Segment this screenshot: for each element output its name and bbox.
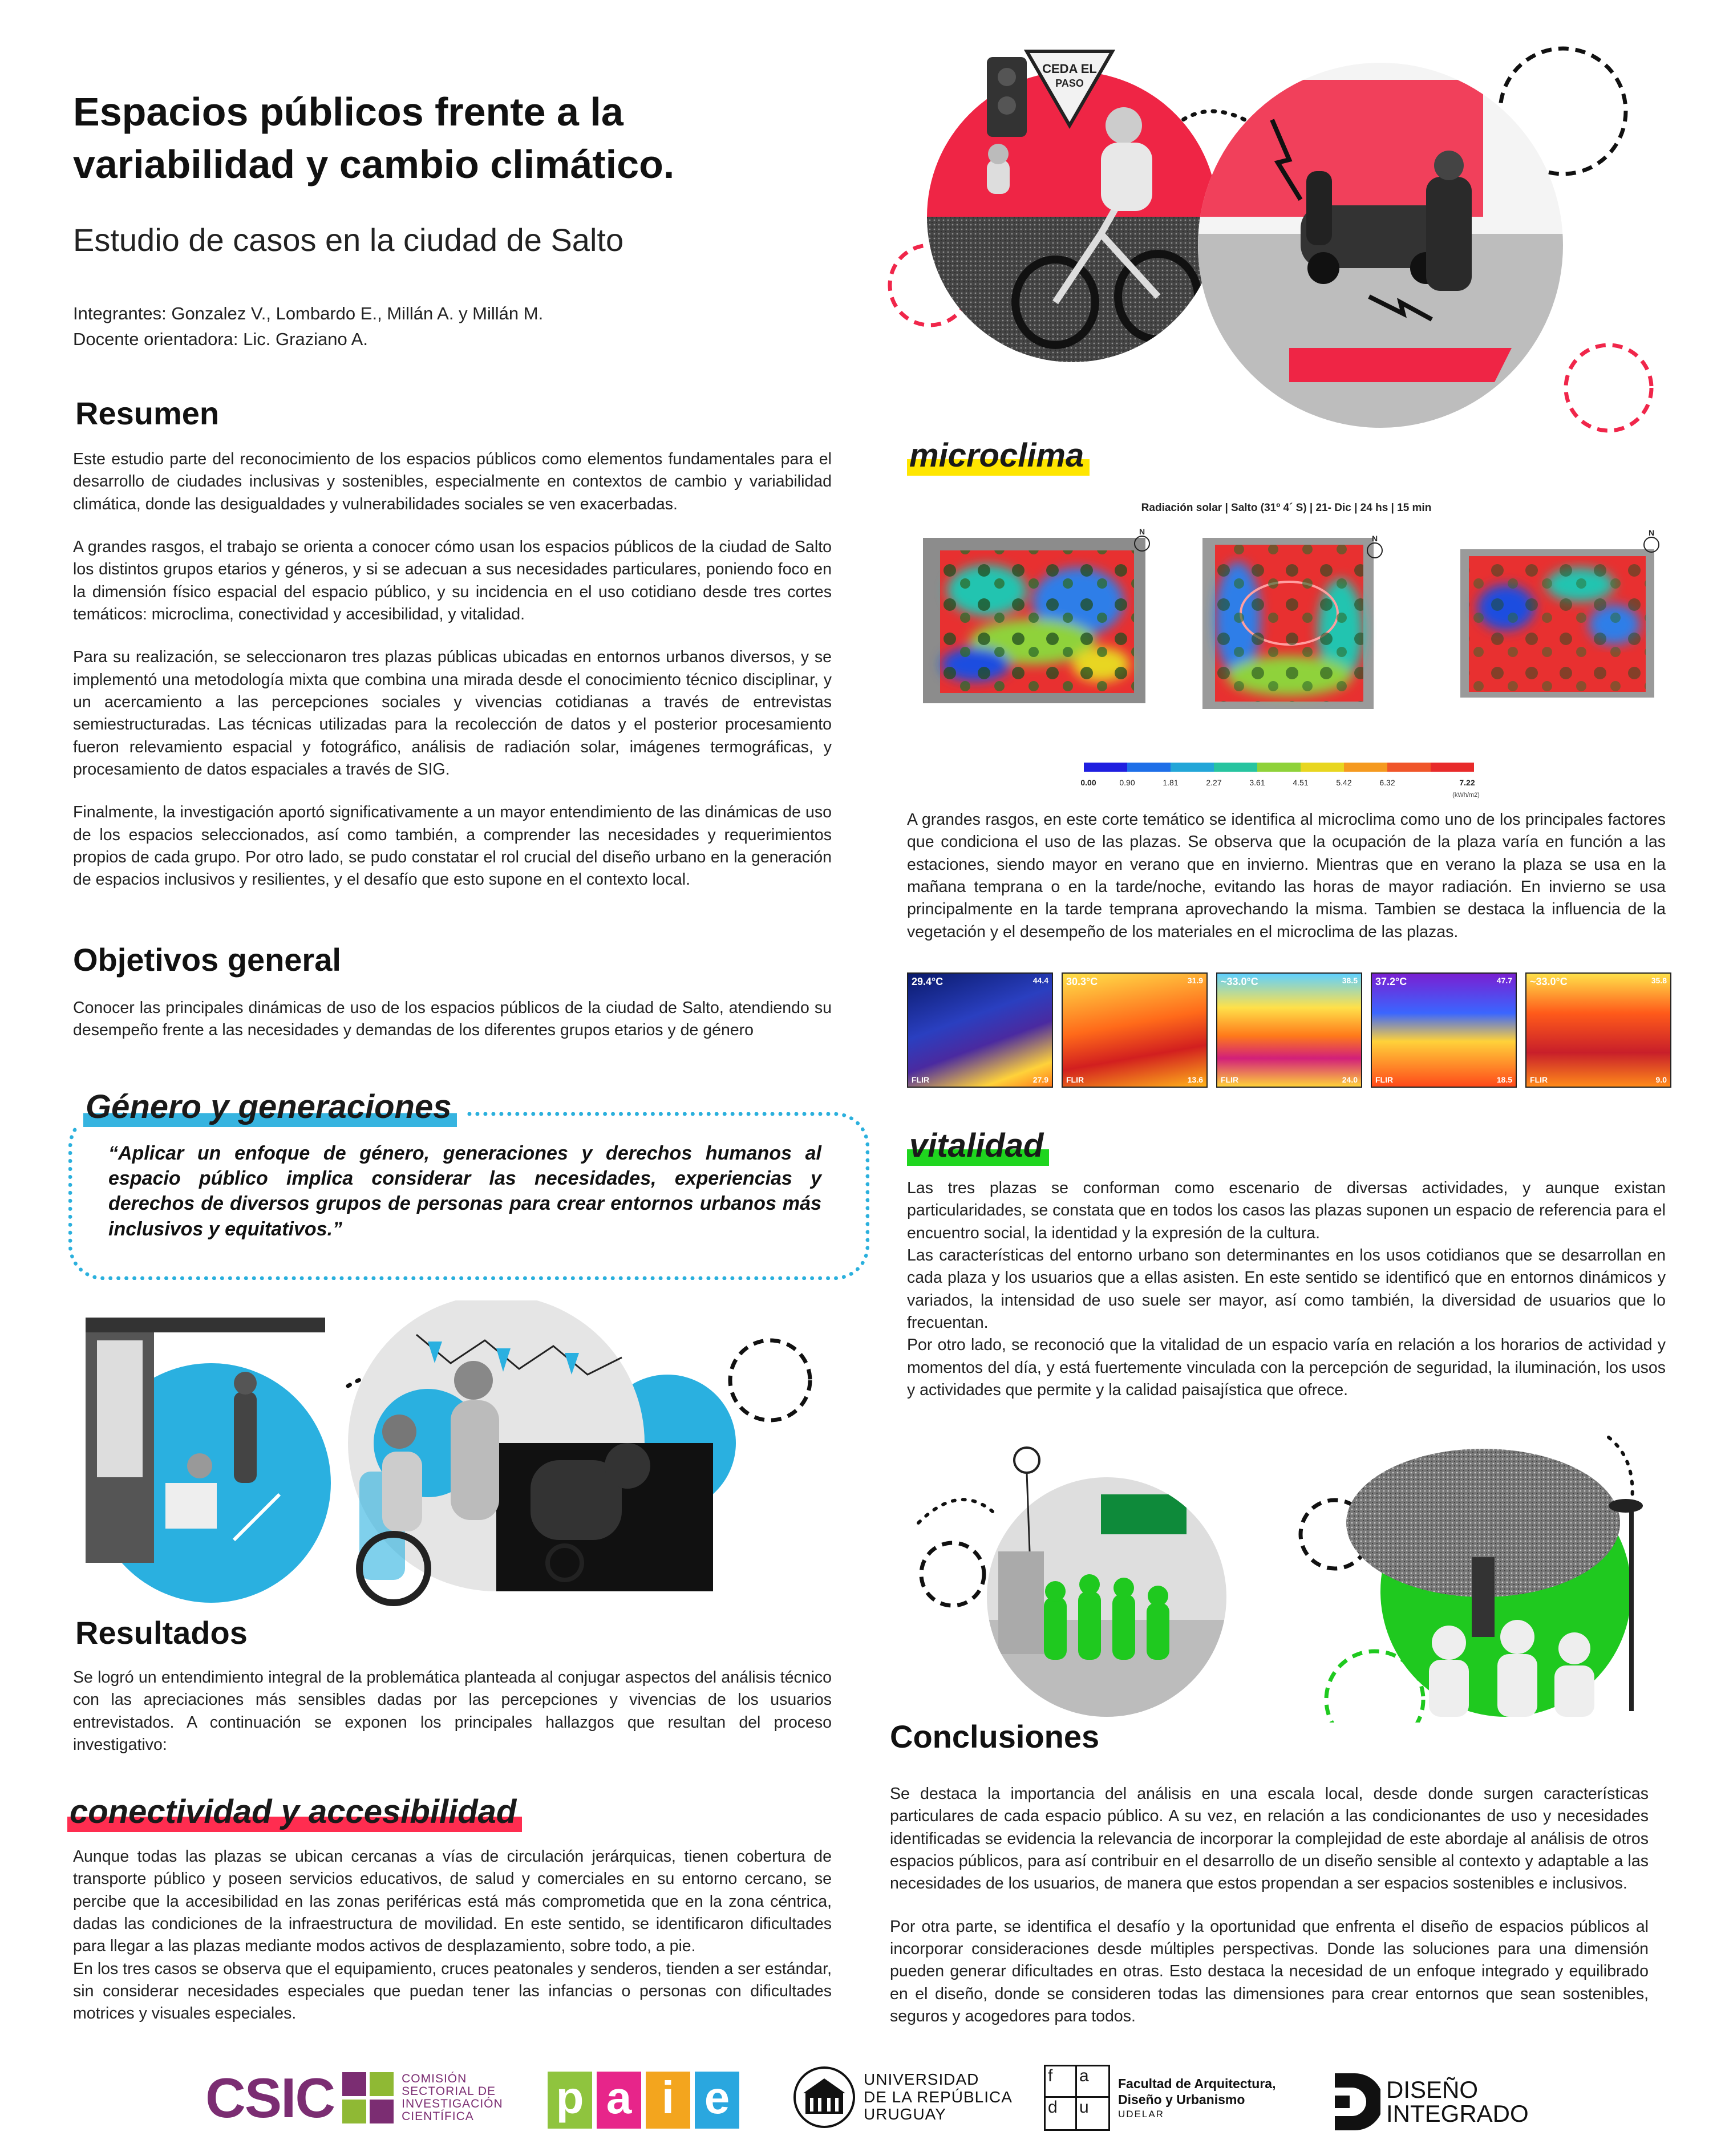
resumen-heading: Resumen [75,395,220,431]
radiation-legend [1080,763,1479,799]
flir-logo: FLIR [912,1075,930,1084]
flir-logo: FLIR [1530,1075,1548,1084]
resultados-text: Se logró un entendimiento integral de la problemática planteada al conjugar aspectos del análisis técnico con las apreciaciones más sensibles dadas por las percepciones y vivencias de los usuarios entrevistados. A continuación se exponen los principales hallazgos que resultan del proceso investigativo: [73,1668,832,1754]
udelar-line: URUGUAY [864,2105,946,2123]
genero-heading-wrap [75,1088,465,1127]
title-line-2: variabilidad y cambio climático. [73,142,675,187]
fadu-line: Facultad de Arquitectura, [1118,2076,1276,2091]
fadu-letter: a [1077,2066,1108,2098]
members: Integrantes: Gonzalez V., Lombardo E., Millán A. y Millán M. [73,303,544,323]
north-label-2: N [1371,534,1378,543]
legend-tick-label: 7.22 [1459,778,1475,787]
csic-line: COMISIÓN [402,2072,467,2085]
legend-swatch [1171,763,1214,772]
thermal-max-temp: 38.5 [1342,976,1358,985]
di-line: DISEÑO [1386,2076,1479,2103]
thermal-image [907,972,1053,1088]
thermal-image [1371,972,1517,1088]
legend-swatch [1127,763,1171,772]
fadu-line: Diseño y Urbanismo [1118,2092,1245,2108]
legend-swatch [1387,763,1431,772]
north-label-3: N [1648,528,1655,537]
logo-paie [548,2072,739,2129]
di-line: INTEGRADO [1386,2100,1529,2127]
paie-letter-p: p [548,2072,592,2129]
resumen-body [73,448,832,912]
objetivos-text: Conocer las principales dinámicas de uso de los espacios públicos de la ciudad de Salto, atendiendo su desempeño frente a las necesidades y demandas de los diferentes grupos etarios y de género [73,999,832,1040]
microclima-text: A grandes rasgos, en este corte temático se identifica al microclima como uno de los principales factores que condiciona el uso de las plazas. Se observa que la ocupación de la plaza varía en función a las estaciones, siendo mayor en verano que en invierno. Mientras que en verano la plaza se usa en la mañana temprana o en la tarde/noche, evitando las horas de mayor radiación. En invierno se usa principalmente en la tarde temprana aprovechando la misma. Tambien se destaca la influencia de la vegetación y el desempeño de los materiales en el microclima de las plazas. [907,810,1666,941]
vitalidad-heading: vitalidad [907,1129,1049,1166]
radiation-map-3 [1460,549,1654,698]
csic-wordmark: CSIC [205,2066,335,2129]
objetivos-heading: Objetivos general [73,942,341,978]
fadu-name [1118,2076,1275,2121]
microclima-heading-wrap [907,439,1090,476]
sign-text-2: PASO [1055,78,1084,89]
thermal-spot-temp: ~33.0°C [1221,976,1258,987]
legend-swatch [1431,763,1474,772]
conectividad-heading: conectividad y accesibilidad [67,1796,522,1832]
genero-heading: Género y generaciones [83,1091,457,1127]
thermal-image [1062,972,1208,1088]
legend-swatch [1257,763,1301,772]
thermal-strip [907,972,1671,1087]
radiation-maps [907,528,1671,801]
flir-logo: FLIR [1375,1075,1394,1084]
conclusiones-body [890,1783,1649,2028]
thermal-spot-temp: 29.4°C [912,976,944,987]
title-line-1: Espacios públicos frente a la [73,90,623,134]
logo-fadu [1044,2065,1275,2131]
legend-tick-label: 5.42 [1336,778,1352,787]
csic-line: CIENTÍFICA [402,2110,474,2123]
page-title [73,86,872,191]
fadu-letter: u [1079,2098,1089,2117]
thermal-spot-temp: 37.2°C [1375,976,1407,987]
logo-diseno-integrado [1329,2070,1529,2133]
thermal-image [1525,972,1671,1088]
vitalidad-body [907,1177,1666,1401]
thermal-min-temp: 9.0 [1655,1075,1667,1084]
bottom-collage [913,1426,1671,1723]
legend-tick-label: 4.51 [1293,778,1309,787]
conectividad-p1: Aunque todas las plazas se ubican cercanas a vías de circulación jerárquicas, tienen cobertura de transporte público y poseen servicios educativos, de salud y comerciales en su entorno cercano, se percibe que la accesibilidad en las zonas periféricas está más comprometida que en la zona céntrica, dadas las condiciones de la infraestructura de movilidad. En este sentido, se identificaron dificultades para llegar a las plazas mediante modos activos de desplazamiento, sobre todo, a pie. [73,1847,832,1956]
legend-tick-label: 2.27 [1206,778,1222,787]
radiation-map-2 [1202,538,1374,709]
resumen-p3: Para su realización, se seleccionaron tres plazas públicas ubicadas en entornos urbanos diversos, y se implementó una metodología mixta que combina una mirada desde el conocimiento técnico disciplinar, y un acercamiento a las percepciones sociales y vivencias cotidianas a través de entrevistas semiestructuradas. Las técnicas utilizadas para la recolección de datos y el posterior procesamiento fueron relevamiento espacial y fotográfico, análisis de radiación solar, imágenes termográficas, y procesamiento de datos espaciales a través de SIG. [73,648,832,779]
thermal-max-temp: 35.8 [1651,976,1667,985]
fadu-grid-icon [1044,2065,1110,2131]
udelar-line: UNIVERSIDAD [864,2070,979,2088]
radiation-map-1 [923,538,1145,703]
thermal-max-temp: 47.7 [1496,976,1512,985]
thermal-image [1216,972,1362,1088]
udelar-name [864,2071,1013,2123]
csic-line: SECTORIAL DE [402,2084,496,2098]
udelar-line: DE LA REPÚBLICA [864,2088,1013,2106]
genero-quote: “Aplicar un enfoque de género, generaciones y derechos humanos al espacio público implica considerar las necesidades, experiencias y derechos de diversos grupos de personas para crear entornos urbanos más inclusivos y equitativos.” [108,1142,821,1240]
radiation-chart-title: Radiación solar | Salto (31º 4´ S) | 21- Dic | 24 hs | 15 min [1141,502,1432,514]
page-subtitle: Estudio de casos en la ciudad de Salto [73,222,624,258]
conectividad-heading-wrap [67,1793,522,1832]
resumen-p2: A grandes rasgos, el trabajo se orienta a conocer cómo usan los espacios públicos de la ciudad de Salto los distintos grupos etarios y géneros, y si se adecuan a sus necesidades particulares, poniendo foco en la dimensión físico espacial del espacio público, y su incidencia en el uso cotidiano desde tres cortes temáticos: microclima, conectividad y accesibilidad, y vitalidad. [73,537,832,623]
legend-tick-label: 6.32 [1379,778,1395,787]
csic-fullname [402,2073,503,2123]
fadu-letter: f [1046,2066,1077,2098]
paie-letter-e: e [695,2072,739,2129]
team-info [73,301,543,352]
resultados-heading: Resultados [75,1615,248,1651]
fadu-line: UDELAR [1118,2109,1164,2120]
logo-csic [205,2064,503,2132]
legend-unit: (kWh/m2) [1452,792,1480,799]
vitalidad-p2: Las características del entorno urbano son determinantes en los usos cotidianos que se desarrollan en cada plaza y los usuarios que a ellas asisten. En este sentido se identificó que en entornos dinámicos y variados, la intensidad de uso suele ser mayor, así como también, la diversidad de usuarios que lo frecuentan. [907,1246,1666,1332]
conclusiones-p1: Se destaca la importancia del análisis en una escala local, desde donde surgen características particulares de cada espacio público. A su vez, en relación a las condicionantes de uso y necesidades identificadas se evidencia la relevancia de incorporar la complejidad de este abordaje al análisis de otros espacios públicos, para así contribuir en el desarrollo de un diseño sensible al contexto y adaptable a las necesidades de los usuarios, de manera que estos propendan a ser espacios sostenibles e inclusivos. [890,1785,1649,1893]
legend-tick-label: 3.61 [1249,778,1265,787]
thermal-min-temp: 18.5 [1496,1075,1512,1084]
thermal-min-temp: 24.0 [1342,1075,1358,1084]
legend-swatch [1301,763,1344,772]
legend-tick-label: 0.90 [1119,778,1135,787]
conclusiones-heading: Conclusiones [890,1719,1100,1754]
flir-logo: FLIR [1066,1075,1084,1084]
microclima-heading: microclima [907,439,1090,476]
paie-letter-a: a [597,2072,641,2129]
legend-tick-label: 1.81 [1163,778,1179,787]
north-label-1: N [1139,528,1145,536]
csic-line: INVESTIGACIÓN [402,2097,503,2110]
vitalidad-p1: Las tres plazas se conforman como escenario de diversas actividades, y aunque existan particularidades, se constata que en todos los casos las plazas suponen un espacio de referencia para el encuentro social, la identidad y la expresión de la cultura. [907,1179,1666,1242]
resumen-p1: Este estudio parte del reconocimiento de los espacios públicos como elementos fundamentales para el desarrollo de ciudades inclusivas y sostenibles, especialmente en contextos de cambio y variabilidad climática, donde las desigualdades y vulnerabilidades sociales se ven exacerbadas. [73,450,832,513]
flir-logo: FLIR [1221,1075,1239,1084]
logo-udelar [793,2066,1013,2129]
thermal-min-temp: 13.6 [1187,1075,1203,1084]
advisor: Docente orientadora: Lic. Graziano A. [73,329,368,349]
thermal-min-temp: 27.9 [1032,1075,1048,1084]
legend-swatch [1214,763,1257,772]
resumen-p4: Finalmente, la investigación aportó significativamente a un mayor entendimiento de las dinámicas de uso de los espacios seleccionados, así como también, a comprender las necesidades y requerimientos propios de cada grupo. Por otro lado, se pudo constatar el rol crucial del diseño urbano en la generación de espacios inclusivos y resilientes, y el desafío que esto supone en el contexto local. [73,803,832,889]
thermal-spot-temp: 30.3°C [1066,976,1098,987]
legend-swatch [1344,763,1387,772]
csic-squares-icon [342,2072,394,2123]
conectividad-p2: En los tres casos se observa que el equipamiento, cruces peatonales y senderos, tienden a ser estándar, sin considerar necesidades especiales que puedan tener las infancias o personas con dificultades motrices y visuales especiales. [73,1959,832,2023]
top-collage [856,46,1666,445]
thermal-max-temp: 44.4 [1032,976,1048,985]
legend-tick-label: 0.00 [1080,778,1096,787]
udelar-building-icon [793,2066,856,2129]
paie-letter-i: i [646,2072,690,2129]
vitalidad-p3: Por otro lado, se reconoció que la vitalidad de un espacio varía en relación a los horarios de actividad y momentos del día, y está fuertemente vinculada con la percepción de seguridad, la iluminación, los usos y actividades que permite y la calidad paisajística que ofrece. [907,1336,1666,1399]
thermal-max-temp: 31.9 [1187,976,1203,985]
conectividad-body [73,1846,832,2025]
fadu-letter: d [1046,2098,1077,2129]
thermal-spot-temp: ~33.0°C [1530,976,1568,987]
sign-text-1: CEDA EL [1042,62,1097,76]
conclusiones-p2: Por otra parte, se identifica el desafío y la oportunidad que enfrenta el diseño de espacios públicos al incorporar consideraciones desde múltiples perspectivas. Donde las soluciones para una dimensión pueden generar dificultades en otras. Esto destaca la necesidad de un enfoque integrado y equilibrado en el diseño, donde se consideren todas las dimensiones para crear entornos que sean sostenibles, seguros y acogedores para todos. [890,1917,1649,2025]
middle-collage [63,1300,861,1620]
diseno-integrado-name [1386,2078,1529,2126]
legend-swatch [1084,763,1127,772]
vitalidad-heading-wrap [907,1129,1049,1166]
diseno-integrado-mark-icon [1329,2070,1380,2133]
